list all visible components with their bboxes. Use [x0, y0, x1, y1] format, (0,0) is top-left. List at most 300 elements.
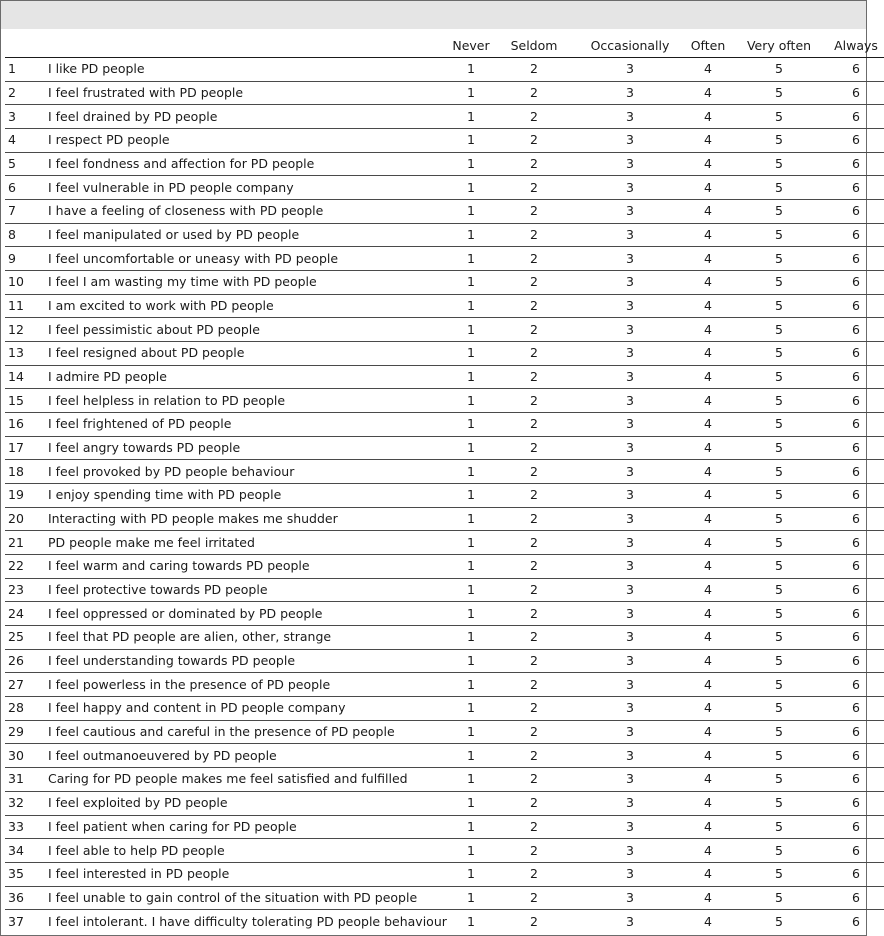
scale-value-very-often: 5 [730, 200, 828, 224]
scale-value-often: 4 [686, 697, 730, 721]
scale-value-always: 6 [828, 886, 884, 910]
scale-value-seldom: 2 [494, 649, 574, 673]
scale-value-often: 4 [686, 152, 730, 176]
item-number: 19 [5, 484, 48, 508]
scale-value-very-often: 5 [730, 744, 828, 768]
questionnaire-table [5, 35, 884, 933]
scale-value-seldom: 2 [494, 200, 574, 224]
item-number: 11 [5, 294, 48, 318]
scale-value-seldom: 2 [494, 129, 574, 153]
scale-value-always: 6 [828, 223, 884, 247]
item-number: 25 [5, 626, 48, 650]
item-number: 28 [5, 697, 48, 721]
scale-value-often: 4 [686, 58, 730, 82]
scale-value-often: 4 [686, 413, 730, 437]
item-number: 10 [5, 271, 48, 295]
scale-value-always: 6 [852, 913, 860, 929]
scale-value-often: 4 [686, 839, 730, 863]
table-row [5, 531, 884, 555]
scale-value-never: 1 [448, 223, 494, 247]
scale-value-always: 6 [828, 626, 884, 650]
scale-value-occasionally: 3 [574, 223, 686, 247]
item-number: 4 [5, 129, 48, 153]
scale-value-never: 1 [448, 839, 494, 863]
scale-value-seldom: 2 [494, 815, 574, 839]
item-statement: I feel manipulated or used by PD people [48, 223, 448, 247]
header-number [5, 35, 48, 58]
item-statement: I feel frightened of PD people [48, 413, 448, 437]
scale-value-very-often: 5 [730, 673, 828, 697]
scale-value-very-often: 5 [730, 697, 828, 721]
item-statement: I feel able to help PD people [48, 839, 448, 863]
item-statement: I feel fondness and affection for PD people [48, 152, 448, 176]
scale-value-often: 4 [704, 913, 712, 929]
item-statement: I feel understanding towards PD people [48, 649, 448, 673]
scale-value-often: 4 [686, 81, 730, 105]
header-bar [1, 1, 866, 29]
item-number: 8 [5, 223, 48, 247]
scale-value-often: 4 [686, 247, 730, 271]
scale-value-seldom: 2 [494, 768, 574, 792]
scale-value-very-often: 5 [730, 815, 828, 839]
scale-value-never: 1 [448, 720, 494, 744]
scale-value-never: 1 [448, 294, 494, 318]
scale-value-never: 1 [448, 389, 494, 413]
header-very-often: Very often [730, 35, 828, 58]
scale-value-very-often: 5 [730, 247, 828, 271]
item-number: 37 [8, 913, 24, 929]
item-number: 5 [5, 152, 48, 176]
item-number: 34 [5, 839, 48, 863]
scale-value-always: 6 [828, 389, 884, 413]
scale-value-very-often: 5 [730, 555, 828, 579]
item-number: 27 [5, 673, 48, 697]
item-number: 12 [5, 318, 48, 342]
item-number: 26 [5, 649, 48, 673]
scale-value-seldom: 2 [494, 531, 574, 555]
scale-value-occasionally: 3 [574, 152, 686, 176]
scale-value-never: 1 [448, 58, 494, 82]
scale-value-very-often: 5 [730, 294, 828, 318]
scale-value-seldom: 2 [494, 247, 574, 271]
table-row [5, 389, 884, 413]
header-seldom: Seldom [494, 35, 574, 58]
item-statement: I feel drained by PD people [48, 105, 448, 129]
scale-value-never: 1 [448, 791, 494, 815]
table-row [5, 602, 884, 626]
item-number: 13 [5, 342, 48, 366]
scale-value-seldom: 2 [494, 365, 574, 389]
item-number: 14 [5, 365, 48, 389]
scale-value-occasionally: 3 [574, 389, 686, 413]
scale-value-never: 1 [448, 673, 494, 697]
item-number: 21 [5, 531, 48, 555]
scale-value-never: 1 [448, 152, 494, 176]
scale-value-seldom: 2 [494, 271, 574, 295]
scale-value-seldom: 2 [494, 413, 574, 437]
scale-value-very-often: 5 [775, 913, 783, 929]
scale-value-never: 1 [448, 578, 494, 602]
item-statement: I feel warm and caring towards PD people [48, 555, 448, 579]
scale-value-always: 6 [828, 484, 884, 508]
scale-value-always: 6 [828, 555, 884, 579]
scale-value-always: 6 [828, 531, 884, 555]
scale-value-very-often: 5 [730, 791, 828, 815]
scale-value-seldom: 2 [494, 152, 574, 176]
table-row [5, 413, 884, 437]
table-row [5, 81, 884, 105]
item-statement: I feel happy and content in PD people company [48, 697, 448, 721]
scale-value-occasionally: 3 [574, 436, 686, 460]
table-row [5, 791, 884, 815]
table-row [5, 626, 884, 650]
table-row [5, 744, 884, 768]
scale-value-occasionally: 3 [574, 886, 686, 910]
item-statement: I like PD people [48, 58, 448, 82]
item-statement: I feel angry towards PD people [48, 436, 448, 460]
table-row [5, 555, 884, 579]
table-row [5, 815, 884, 839]
scale-value-seldom: 2 [494, 839, 574, 863]
scale-value-always: 6 [828, 791, 884, 815]
scale-value-never: 1 [448, 271, 494, 295]
item-number: 15 [5, 389, 48, 413]
scale-value-occasionally: 3 [574, 626, 686, 650]
scale-value-occasionally: 3 [574, 342, 686, 366]
scale-value-very-often: 5 [730, 720, 828, 744]
scale-value-never: 1 [448, 460, 494, 484]
scale-value-often: 4 [686, 271, 730, 295]
scale-value-never: 1 [448, 744, 494, 768]
scale-value-often: 4 [686, 342, 730, 366]
scale-value-often: 4 [686, 389, 730, 413]
scale-value-very-often: 5 [730, 602, 828, 626]
table-row [5, 720, 884, 744]
scale-value-always: 6 [828, 460, 884, 484]
scale-value-always: 6 [828, 58, 884, 82]
scale-value-never: 1 [448, 365, 494, 389]
scale-value-very-often: 5 [730, 365, 828, 389]
scale-value-seldom: 2 [494, 720, 574, 744]
scale-value-seldom: 2 [494, 626, 574, 650]
item-statement: Interacting with PD people makes me shudder [48, 507, 448, 531]
item-number: 18 [5, 460, 48, 484]
item-statement: I feel pessimistic about PD people [48, 318, 448, 342]
scale-value-always: 6 [828, 436, 884, 460]
header-often: Often [686, 35, 730, 58]
scale-value-seldom: 2 [494, 555, 574, 579]
item-statement: I am excited to work with PD people [48, 294, 448, 318]
item-statement: I feel oppressed or dominated by PD people [48, 602, 448, 626]
item-number: 7 [5, 200, 48, 224]
header-never: Never [448, 35, 494, 58]
scale-value-occasionally: 3 [574, 649, 686, 673]
scale-value-never: 1 [448, 602, 494, 626]
scale-value-seldom: 2 [494, 697, 574, 721]
scale-value-seldom: 2 [494, 58, 574, 82]
scale-value-often: 4 [686, 531, 730, 555]
scale-value-always: 6 [828, 602, 884, 626]
scale-value-occasionally: 3 [626, 913, 634, 929]
item-statement: I feel interested in PD people [48, 862, 448, 886]
scale-value-always: 6 [828, 342, 884, 366]
item-number: 9 [5, 247, 48, 271]
scale-value-occasionally: 3 [574, 200, 686, 224]
item-statement: I admire PD people [48, 365, 448, 389]
scale-value-never: 1 [448, 247, 494, 271]
scale-value-seldom: 2 [530, 913, 538, 929]
scale-value-often: 4 [686, 318, 730, 342]
item-number: 23 [5, 578, 48, 602]
scale-value-occasionally: 3 [574, 105, 686, 129]
item-number: 16 [5, 413, 48, 437]
scale-value-seldom: 2 [494, 673, 574, 697]
scale-value-never: 1 [448, 886, 494, 910]
scale-value-often: 4 [686, 886, 730, 910]
scale-value-seldom: 2 [494, 886, 574, 910]
scale-value-always: 6 [828, 697, 884, 721]
scale-value-very-often: 5 [730, 484, 828, 508]
item-statement: I feel I am wasting my time with PD people [48, 271, 448, 295]
scale-value-occasionally: 3 [574, 413, 686, 437]
scale-value-often: 4 [686, 791, 730, 815]
table-row [5, 365, 884, 389]
scale-value-very-often: 5 [730, 81, 828, 105]
scale-value-occasionally: 3 [574, 815, 686, 839]
scale-value-occasionally: 3 [574, 460, 686, 484]
scale-value-seldom: 2 [494, 460, 574, 484]
item-number: 30 [5, 744, 48, 768]
item-statement: I feel frustrated with PD people [48, 81, 448, 105]
scale-value-occasionally: 3 [574, 720, 686, 744]
scale-value-never: 1 [448, 815, 494, 839]
scale-value-often: 4 [686, 507, 730, 531]
table-row [5, 697, 884, 721]
scale-value-very-often: 5 [730, 507, 828, 531]
item-statement: I feel resigned about PD people [48, 342, 448, 366]
scale-value-seldom: 2 [494, 507, 574, 531]
scale-value-occasionally: 3 [574, 247, 686, 271]
table-row [5, 294, 884, 318]
scale-value-seldom: 2 [494, 602, 574, 626]
scale-value-occasionally: 3 [574, 744, 686, 768]
scale-value-seldom: 2 [494, 223, 574, 247]
scale-value-very-often: 5 [730, 413, 828, 437]
scale-value-occasionally: 3 [574, 176, 686, 200]
item-statement: Caring for PD people makes me feel satisfied and fulfilled [48, 768, 448, 792]
item-number: 33 [5, 815, 48, 839]
scale-value-occasionally: 3 [574, 768, 686, 792]
scale-value-always: 6 [828, 768, 884, 792]
item-number: 31 [5, 768, 48, 792]
scale-value-occasionally: 3 [574, 58, 686, 82]
scale-value-always: 6 [828, 176, 884, 200]
scale-value-occasionally: 3 [574, 129, 686, 153]
scale-value-very-often: 5 [730, 768, 828, 792]
table-row [5, 271, 884, 295]
scale-value-never: 1 [448, 531, 494, 555]
scale-value-very-often: 5 [730, 886, 828, 910]
item-statement: I feel patient when caring for PD people [48, 815, 448, 839]
table-row [5, 768, 884, 792]
scale-value-occasionally: 3 [574, 531, 686, 555]
scale-value-always: 6 [828, 578, 884, 602]
scale-value-always: 6 [828, 318, 884, 342]
scale-value-often: 4 [686, 200, 730, 224]
scale-value-always: 6 [828, 673, 884, 697]
table-row [5, 176, 884, 200]
item-number: 6 [5, 176, 48, 200]
item-statement: I feel powerless in the presence of PD people [48, 673, 448, 697]
scale-value-never: 1 [448, 436, 494, 460]
scale-value-very-often: 5 [730, 271, 828, 295]
scale-value-often: 4 [686, 744, 730, 768]
scale-value-occasionally: 3 [574, 839, 686, 863]
scale-value-occasionally: 3 [574, 484, 686, 508]
scale-value-very-often: 5 [730, 129, 828, 153]
item-number: 32 [5, 791, 48, 815]
scale-value-often: 4 [686, 768, 730, 792]
scale-value-very-often: 5 [730, 626, 828, 650]
table-row [5, 152, 884, 176]
scale-value-often: 4 [686, 578, 730, 602]
scale-value-occasionally: 3 [574, 365, 686, 389]
scale-value-never: 1 [448, 626, 494, 650]
table-header-row [5, 35, 884, 58]
table-row [5, 342, 884, 366]
table-row [5, 578, 884, 602]
scale-value-often: 4 [686, 460, 730, 484]
table-row [5, 484, 884, 508]
scale-value-often: 4 [686, 862, 730, 886]
item-statement: PD people make me feel irritated [48, 531, 448, 555]
scale-value-always: 6 [828, 294, 884, 318]
item-number: 20 [5, 507, 48, 531]
scale-value-never: 1 [448, 318, 494, 342]
scale-value-always: 6 [828, 271, 884, 295]
header-occasionally: Occasionally [574, 35, 686, 58]
item-number: 29 [5, 720, 48, 744]
table-row [5, 649, 884, 673]
scale-value-occasionally: 3 [574, 294, 686, 318]
scale-value-never: 1 [448, 105, 494, 129]
scale-value-very-often: 5 [730, 176, 828, 200]
scale-value-never: 1 [448, 342, 494, 366]
scale-value-occasionally: 3 [574, 318, 686, 342]
scale-value-seldom: 2 [494, 578, 574, 602]
item-statement: I feel helpless in relation to PD people [48, 389, 448, 413]
scale-value-often: 4 [686, 176, 730, 200]
scale-value-occasionally: 3 [574, 791, 686, 815]
item-statement: I feel protective towards PD people [48, 578, 448, 602]
scale-value-never: 1 [448, 697, 494, 721]
item-statement: I feel that PD people are alien, other, strange [48, 626, 448, 650]
table-body [5, 58, 884, 933]
table-row [5, 862, 884, 886]
scale-value-never: 1 [448, 862, 494, 886]
scale-value-very-often: 5 [730, 342, 828, 366]
scale-value-always: 6 [828, 815, 884, 839]
scale-value-always: 6 [828, 81, 884, 105]
scale-value-seldom: 2 [494, 389, 574, 413]
scale-value-always: 6 [828, 247, 884, 271]
scale-value-occasionally: 3 [574, 271, 686, 295]
scale-value-never: 1 [467, 913, 475, 929]
item-number: 22 [5, 555, 48, 579]
item-statement: I feel provoked by PD people behaviour [48, 460, 448, 484]
table-row [5, 223, 884, 247]
scale-value-very-often: 5 [730, 223, 828, 247]
scale-value-very-often: 5 [730, 578, 828, 602]
scale-value-often: 4 [686, 815, 730, 839]
scale-value-very-often: 5 [730, 152, 828, 176]
scale-value-often: 4 [686, 602, 730, 626]
scale-value-seldom: 2 [494, 81, 574, 105]
scale-value-always: 6 [828, 862, 884, 886]
scale-value-seldom: 2 [494, 791, 574, 815]
scale-value-often: 4 [686, 129, 730, 153]
scale-value-never: 1 [448, 200, 494, 224]
item-number: 1 [5, 58, 48, 82]
item-statement: I feel cautious and careful in the presence of PD people [48, 720, 448, 744]
scale-value-occasionally: 3 [574, 555, 686, 579]
scale-value-never: 1 [448, 649, 494, 673]
header-statement [48, 35, 448, 58]
item-number: 24 [5, 602, 48, 626]
table-row [5, 129, 884, 153]
scale-value-always: 6 [828, 413, 884, 437]
scale-value-often: 4 [686, 436, 730, 460]
scale-value-often: 4 [686, 673, 730, 697]
scale-value-always: 6 [828, 720, 884, 744]
scale-value-very-often: 5 [730, 436, 828, 460]
scale-value-always: 6 [828, 129, 884, 153]
scale-value-always: 6 [828, 507, 884, 531]
scale-value-seldom: 2 [494, 484, 574, 508]
item-number: 2 [5, 81, 48, 105]
scale-value-occasionally: 3 [574, 602, 686, 626]
table-row [5, 318, 884, 342]
scale-value-seldom: 2 [494, 436, 574, 460]
item-statement: I respect PD people [48, 129, 448, 153]
scale-value-often: 4 [686, 484, 730, 508]
scale-value-seldom: 2 [494, 176, 574, 200]
scale-value-never: 1 [448, 555, 494, 579]
scale-value-occasionally: 3 [574, 578, 686, 602]
scale-value-never: 1 [448, 81, 494, 105]
table-row [5, 105, 884, 129]
item-statement: I feel intolerant. I have difficulty tolerating PD people behaviour [48, 913, 447, 929]
item-number: 35 [5, 862, 48, 886]
scale-value-never: 1 [448, 413, 494, 437]
scale-value-very-often: 5 [730, 460, 828, 484]
scale-value-occasionally: 3 [574, 673, 686, 697]
table-row [5, 247, 884, 271]
item-number: 36 [5, 886, 48, 910]
item-statement: I enjoy spending time with PD people [48, 484, 448, 508]
scale-value-very-often: 5 [730, 531, 828, 555]
scale-value-often: 4 [686, 105, 730, 129]
scale-value-occasionally: 3 [574, 697, 686, 721]
table-row [5, 58, 884, 82]
table-row [5, 886, 884, 910]
scale-value-very-often: 5 [730, 389, 828, 413]
scale-value-occasionally: 3 [574, 862, 686, 886]
scale-value-seldom: 2 [494, 744, 574, 768]
table-row [5, 436, 884, 460]
scale-value-very-often: 5 [730, 318, 828, 342]
scale-value-always: 6 [828, 365, 884, 389]
